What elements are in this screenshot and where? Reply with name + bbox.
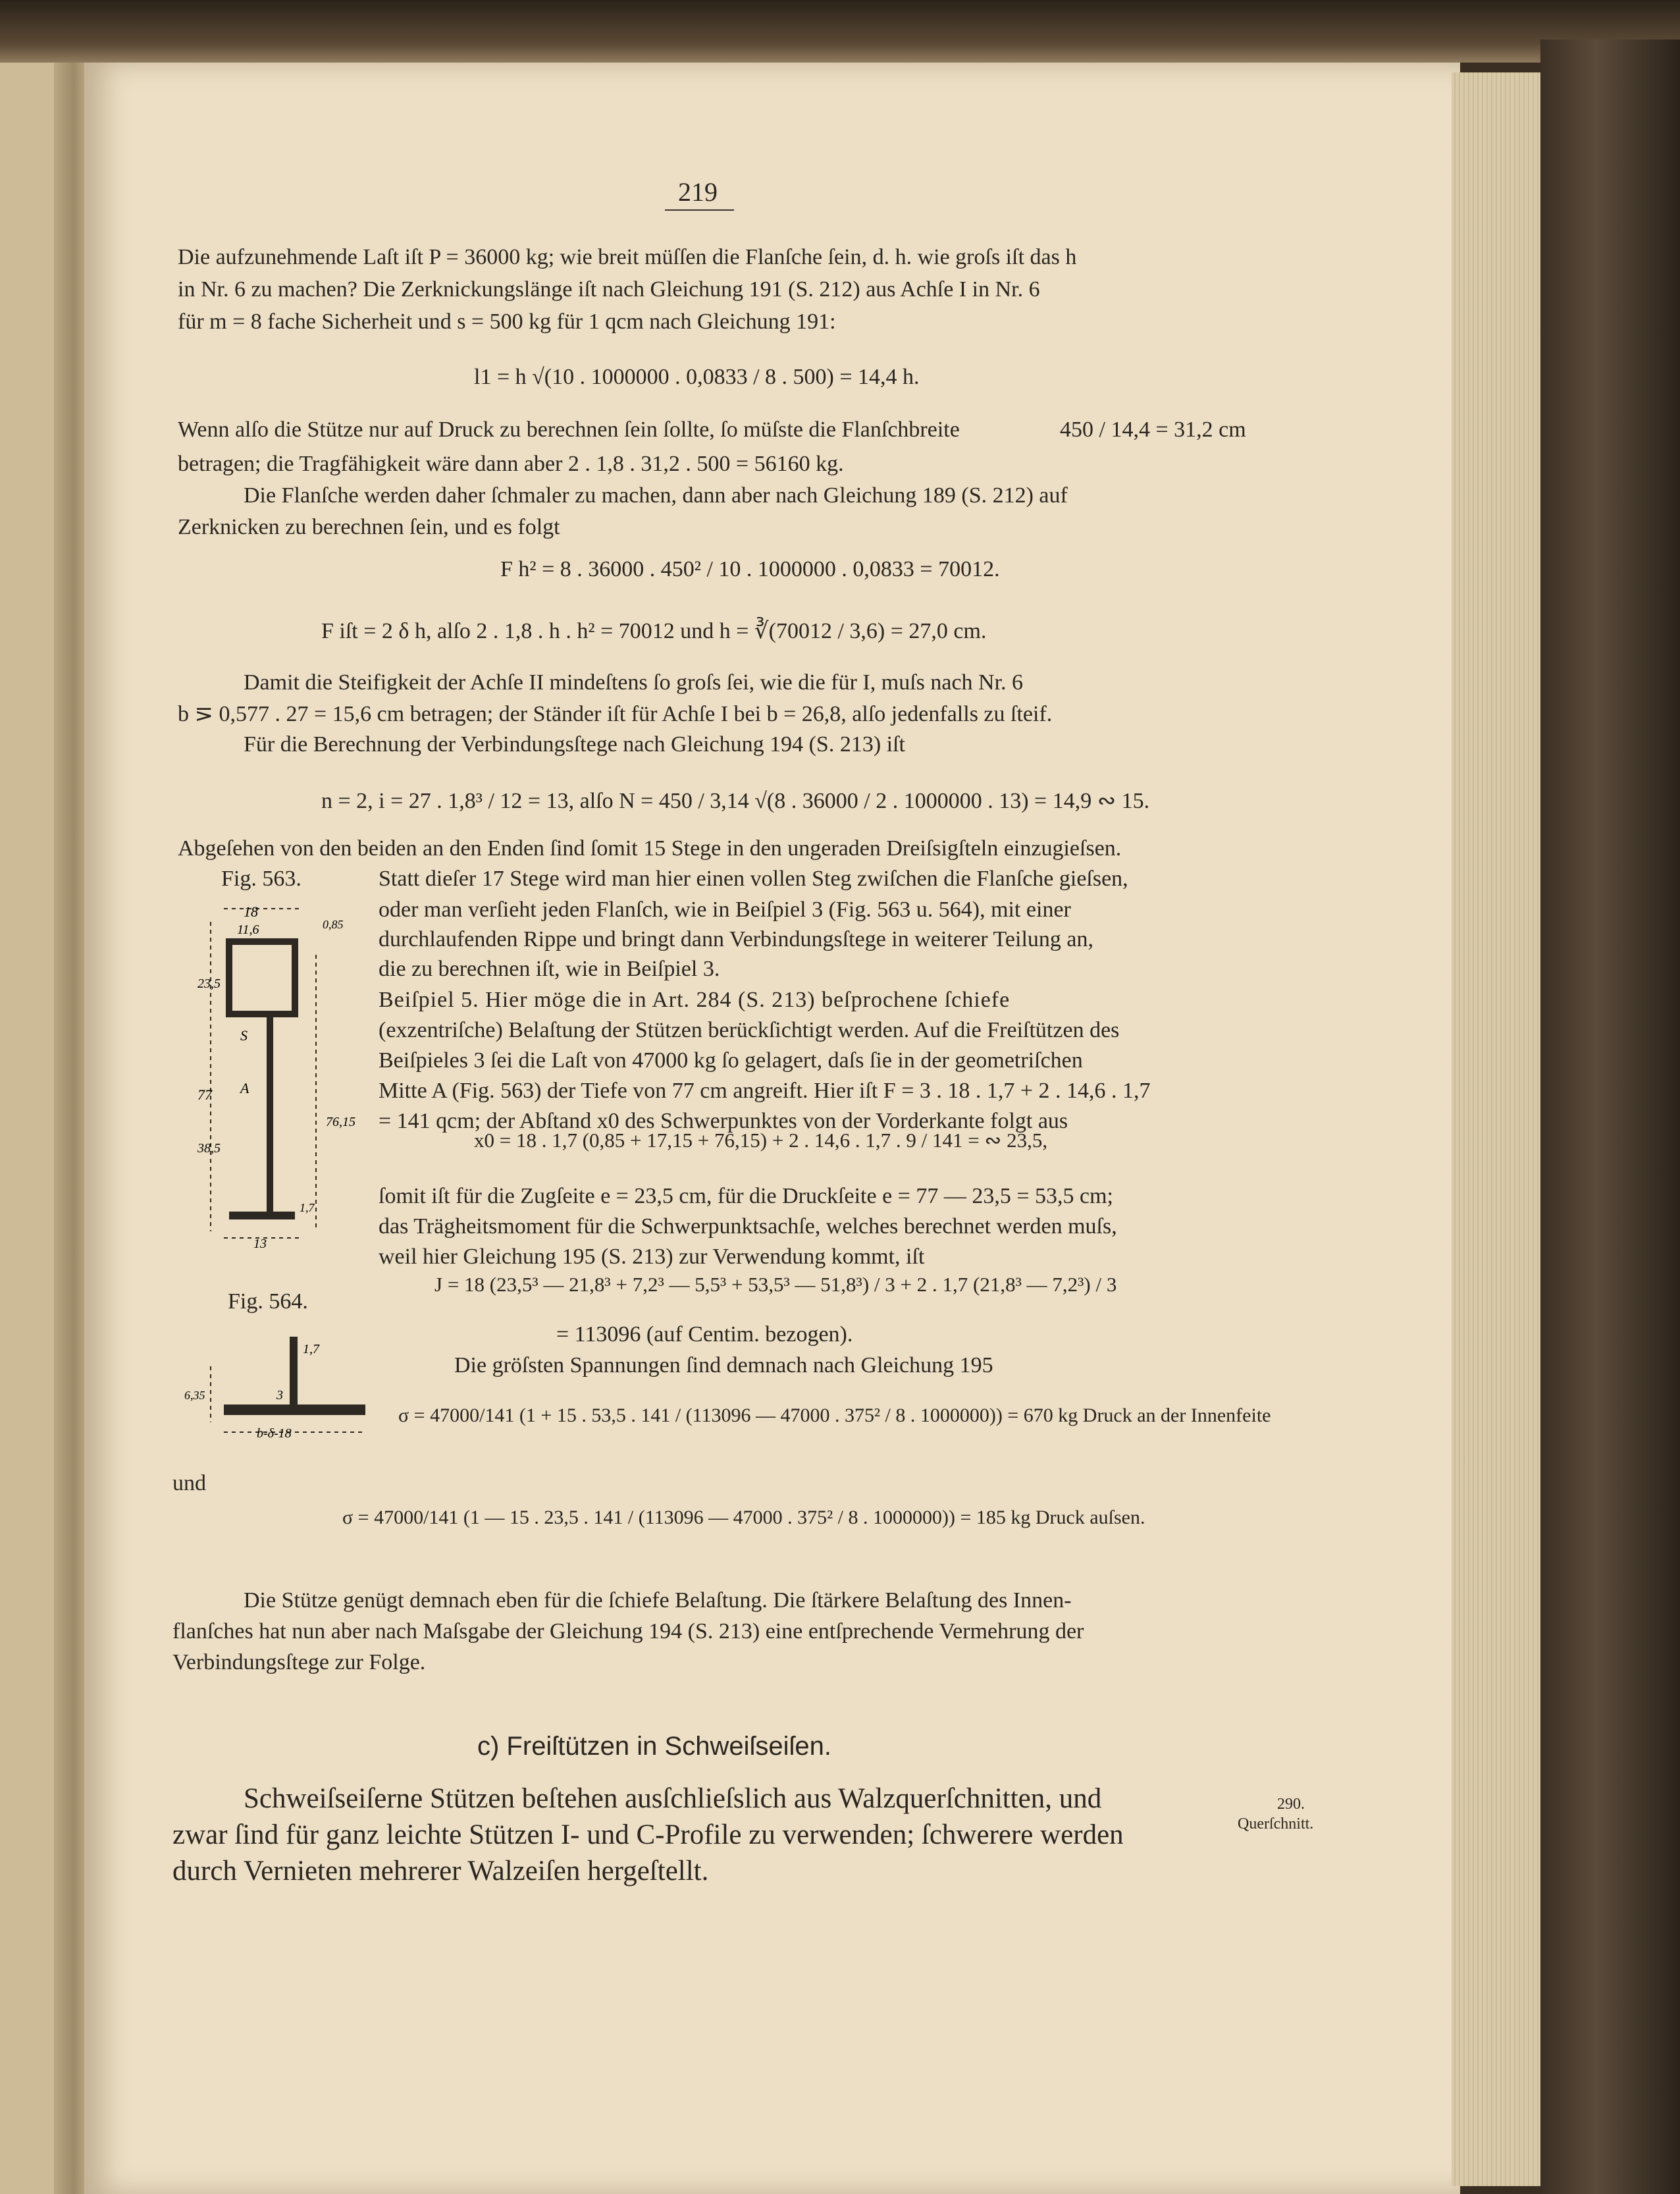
text-line-9: b ⋝ 0,577 . 27 = 15,6 cm betragen; der Ständer iſt für Achſe I bei b = 26,8, alſo jedenfalls zu ſteif. <box>178 702 1053 726</box>
text-line-13: oder man verſieht jeden Flanſch, wie in Beiſpiel 3 (Fig. 563 u. 564), mit einer <box>379 897 1071 922</box>
equation-5: n = 2, i = 27 . 1,8³ / 12 = 13, alſo N = 450 / 3,14 √(8 . 36000 / 2 . 1000000 . 13) = 14,9 ∾ 15. <box>321 789 1150 813</box>
text-line-28: Verbindungsſtege zur Folge. <box>172 1650 426 1674</box>
text-line-17: (exzentriſche) Belaſtung der Stützen berückſichtigt werden. Auf die Freiſtützen des <box>379 1018 1120 1042</box>
section-line-2: zwar ſind für ganz leichte Stützen I- und C-Profile zu verwenden; ſchwerere werden <box>172 1819 1124 1850</box>
text-line-20: = 141 qcm; der Abſtand x0 des Schwerpunktes von der Vorderkante folgt aus <box>379 1109 1068 1133</box>
fig564-dim-3: 3 <box>276 1388 283 1403</box>
text-line-6: Die Flanſche werden daher ſchmaler zu machen, dann aber nach Gleichung 189 (S. 212) auf <box>244 483 1068 508</box>
text-line-25: und <box>172 1471 206 1495</box>
page-number: 219 <box>678 177 718 207</box>
equation-2: 450 / 14,4 = 31,2 cm <box>1060 417 1246 442</box>
equation-6: x0 = 18 . 1,7 (0,85 + 17,15 + 76,15) + 2 . 14,6 . 1,7 . 9 / 141 = ∾ 23,5, <box>474 1129 1048 1152</box>
equation-8: σ = 47000/141 (1 + 15 . 53,5 . 141 / (113096 — 47000 . 375² / 8 . 1000000)) = 670 kg Druck an der Innenfeite <box>398 1405 1271 1426</box>
book-cover <box>1540 40 1680 2194</box>
text-line-10: Für die Berechnung der Verbindungsſtege nach Gleichung 194 (S. 213) iſt <box>244 732 905 757</box>
top-edge <box>0 0 1680 63</box>
text-line-16: Beiſpiel 5. Hier möge die in Art. 284 (S. 213) beſprochene ſchiefe <box>379 988 1011 1012</box>
fig564-dim-1-7: 1,7 <box>303 1342 319 1356</box>
text-line-11: Abgeſehen von den beiden an den Enden ſind ſomit 15 Stege in den ungeraden Dreiſsigſteln einzugieſsen. <box>178 836 1122 861</box>
page-edges <box>1452 72 1550 2186</box>
fig563-dim-0-85: 0,85 <box>323 918 344 931</box>
text-line-5: betragen; die Tragfähigkeit wäre dann aber 2 . 1,8 . 31,2 . 500 = 56160 kg. <box>178 452 844 476</box>
text-line-8: Damit die Steifigkeit der Achſe II mindeſtens ſo groſs ſei, wie die für I, muſs nach Nr. 6 <box>244 670 1024 695</box>
text-line-22: das Trägheitsmoment für die Schwerpunktsachſe, welches berechnet werden muſs, <box>379 1214 1117 1239</box>
figure-563-label: Fig. 563. <box>221 867 302 891</box>
fig563-dim-18: 18 <box>244 903 258 920</box>
fig563-dim-11-6: 11,6 <box>237 923 259 937</box>
figure-563 <box>197 902 362 1251</box>
text-line-12: Statt dieſer 17 Stege wird man hier einen vollen Steg zwiſchen die Flanſche gieſsen, <box>379 867 1128 891</box>
fig563-dim-38-5: 38,5 <box>197 1141 221 1156</box>
text-line-2: in Nr. 6 zu machen? Die Zerknickungslänge iſt nach Gleichung 191 (S. 212) aus Achſe I in Nr. 6 <box>178 277 1040 302</box>
fig563-label-a: A <box>240 1080 249 1096</box>
fig564-dim-b: b-δ-18 <box>257 1426 292 1439</box>
fig563-dim-77: 77 <box>197 1086 212 1103</box>
equation-7b: = 113096 (auf Centim. bezogen). <box>556 1322 853 1347</box>
text-line-23: weil hier Gleichung 195 (S. 213) zur Verwendung kommt, iſt <box>379 1244 925 1269</box>
text-line-14: durchlaufenden Rippe und bringt dann Verbindungsſtege in weiterer Teilung an, <box>379 927 1093 951</box>
text-line-15: die zu berechnen iſt, wie in Beiſpiel 3. <box>379 957 720 981</box>
text-line-27: flanſches hat nun aber nach Maſsgabe der Gleichung 194 (S. 213) eine entſprechende Vermehrung der <box>172 1619 1084 1644</box>
fig563-dim-76-15: 76,15 <box>326 1115 355 1129</box>
text-line-1: Die aufzunehmende Laſt iſt P = 36000 kg; wie breit müſſen die Flanſche ſein, d. h. wie groſs iſt das h <box>178 245 1077 269</box>
text-line-26: Die Stütze genügt demnach eben für die ſchiefe Belaſtung. Die ſtärkere Belaſtung des Innen- <box>244 1588 1072 1613</box>
equation-1: l1 = h √(10 . 1000000 . 0,0833 / 8 . 500) = 14,4 h. <box>474 365 920 389</box>
figure-564-label: Fig. 564. <box>228 1289 308 1314</box>
equation-4: F iſt = 2 δ h, alſo 2 . 1,8 . h . h² = 70012 und h = ∛(70012 / 3,6) = 27,0 cm. <box>321 619 987 643</box>
text-line-24: Die gröſsten Spannungen ſind demnach nach Gleichung 195 <box>454 1353 993 1378</box>
fig563-dim-1-7: 1,7 <box>300 1201 315 1214</box>
section-heading: c) Freiſtützen in Schweiſseiſen. <box>477 1732 831 1761</box>
equation-9: σ = 47000/141 (1 — 15 . 23,5 . 141 / (113096 — 47000 . 375² / 8 . 1000000)) = 185 kg Druck auſsen. <box>342 1507 1145 1528</box>
section-line-1: Schweiſseiſerne Stützen beſtehen ausſchlieſslich aus Walzquerſchnitten, und <box>244 1783 1102 1814</box>
fig563-dim-13: 13 <box>253 1237 267 1251</box>
page-number-rule <box>665 209 734 211</box>
text-line-19: Mitte A (Fig. 563) der Tiefe von 77 cm angreift. Hier iſt F = 3 . 18 . 1,7 + 2 . 14,6 . 1,7 <box>379 1079 1151 1103</box>
text-line-3: für m = 8 fache Sicherheit und s = 500 kg für 1 qcm nach Gleichung 191: <box>178 309 836 334</box>
text-line-21: ſomit iſt für die Zugſeite e = 23,5 cm, für die Druckſeite e = 77 — 23,5 = 53,5 cm; <box>379 1184 1113 1208</box>
margin-note-label: Querſchnitt. <box>1238 1815 1314 1833</box>
text-line-4: Wenn alſo die Stütze nur auf Druck zu berechnen ſein ſollte, ſo müſste die Flanſchbreite <box>178 417 960 442</box>
margin-note-number: 290. <box>1277 1796 1305 1813</box>
figure-564 <box>184 1327 375 1439</box>
equation-3: F h² = 8 . 36000 . 450² / 10 . 1000000 . 0,0833 = 70012. <box>500 557 1000 581</box>
fig563-dim-23-5: 23,5 <box>197 977 221 991</box>
fig563-label-s: S <box>240 1027 248 1044</box>
fig564-dim-6-35: 6,35 <box>184 1389 205 1402</box>
text-line-18: Beiſpieles 3 ſei die Laſt von 47000 kg ſo gelagert, daſs ſie in der geometriſchen <box>379 1048 1083 1073</box>
equation-7: J = 18 (23,5³ — 21,8³ + 7,2³ — 5,5³ + 53,5³ — 51,8³) / 3 + 2 . 1,7 (21,8³ — 7,2³) / 3 <box>434 1273 1117 1296</box>
section-line-3: durch Vernieten mehrerer Walzeiſen hergeſtellt. <box>172 1856 709 1886</box>
text-line-7: Zerknicken zu berechnen ſein, und es folgt <box>178 515 560 539</box>
